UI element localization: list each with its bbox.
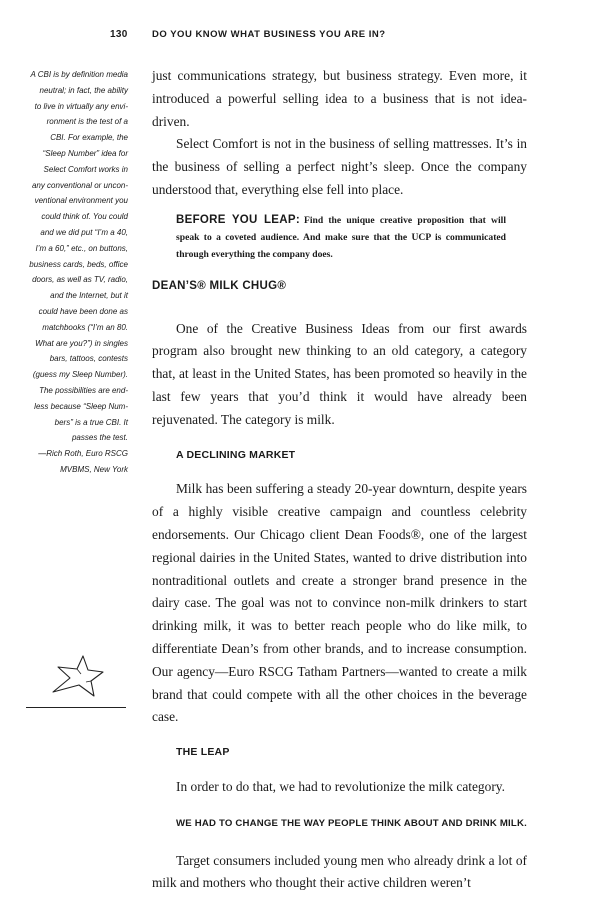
body-paragraph: In order to do that, we had to revolutionize the milk category. [176,778,505,794]
sidebar-quote-line: The possibilities are end- [39,385,128,395]
sidebar-quote-attribution: MVBMS, New York [60,464,128,474]
body-paragraph: Milk has been suffering a steady 20-year downturn, despite years of a highly visible creative campaign and countless celebrity endorsements. Our Chicago client Dean Foods®, one of the largest regional dairies in the United States, wanted to drive distribution into nontraditional outlets and create a stronger brand presence in the dairy case. The goal was not to convince non-milk drinkers to start drinking milk, it was to better reach people who do like milk, to differentiate Dean’s from other brands, and to increase consumption. Our agency—Euro RSCG Tatham Partners—wanted to create a milk brand that could compete with all the other choices in the beverage case. [152,481,527,725]
body-paragraph: just communications strategy, but business strategy. Even more, it introduced a powerful selling idea to a business that is not idea-driven. [152,68,527,129]
sidebar-quote-line: and we did put “I’m a 40, [40,227,128,237]
sidebar-quote-line: bars, tattoos, contests [49,354,128,364]
sidebar-quote-line: matchbooks (“I’m an 80. [42,322,128,332]
sidebar-quote-line: “Sleep Number” idea for [42,148,128,158]
hand-drawn-star-icon [50,654,106,698]
sidebar-quote-line: to live in virtually any envi- [34,101,128,111]
subheading-the-leap: THE LEAP [176,746,230,759]
page-number: 130 [110,29,128,40]
sidebar-divider [26,707,126,708]
sidebar-quote-line: Select Comfort works in [43,164,128,174]
sidebar-quote-line: What are you?”) in singles [35,338,128,348]
running-header-title: DO YOU KNOW WHAT BUSINESS YOU ARE IN? [152,29,386,40]
sidebar-quote-line: could think of. You could [41,212,128,222]
sidebar-quote-line: and the Internet, but it [50,291,128,301]
sidebar-quote-line: passes the test. [71,433,128,443]
sidebar-quote-line: any conventional or uncon- [31,180,128,190]
body-paragraph: One of the Creative Business Ideas from our first awards program also brought new thinking to an old category, a category that, at least in the United States, has been promoted so heavily in the last few years that you’d think it would have already been rejuvenated. The category is milk. [152,320,527,427]
main-text-column [152,65,527,895]
sidebar-quote-line: ronment is the test of a [46,117,128,127]
before-you-leap-label: BEFORE YOU LEAP: [176,213,300,226]
sidebar-quote-line: I’m a 60,” etc., on buttons, [35,243,128,253]
before-you-leap-callout [176,212,506,263]
subheading-declining-market: A DECLINING MARKET [176,448,296,461]
sidebar-quote-line: could have been done as [38,306,128,316]
sidebar-quote-line: bers” is a true CBI. It [54,417,128,427]
sidebar-quote-line: A CBI is by definition media [30,70,128,79]
body-paragraph: Select Comfort is not in the business of selling mattresses. It’s in the business of selling a perfect night’s sleep. Once the company understood that, everything else fell into place. [152,136,527,197]
sidebar-quote-attribution: —Rich Roth, Euro RSCG [38,449,128,459]
sidebar-quote-line: neutral; in fact, the ability [39,85,128,95]
before-you-leap-text: Find the unique creative proposition that will speak to a coveted audience. And make sure that the UCP is communicated through everything the company does. [176,214,506,260]
body-paragraph: Target consumers included young men who already drink a lot of milk and mothers who thought their active children weren’t [152,852,527,891]
section-heading: DEAN’S® MILK CHUG® [152,279,287,292]
sidebar-quote-line: business cards, beds, office [29,259,128,269]
emphasis-statement: WE HAD TO CHANGE THE WAY PEOPLE THINK ABOUT AND DRINK MILK. [176,817,527,829]
sidebar-quote-line: less because “Sleep Num- [34,401,128,411]
sidebar-quote-line: (guess my Sleep Number). [32,370,128,380]
sidebar-quote-line: ventional environment you [34,196,128,206]
sidebar-quote-line: CBI. For example, the [50,133,128,143]
sidebar-quote [22,67,128,478]
sidebar-quote-line: doors, as well as TV, radio, [32,275,128,285]
